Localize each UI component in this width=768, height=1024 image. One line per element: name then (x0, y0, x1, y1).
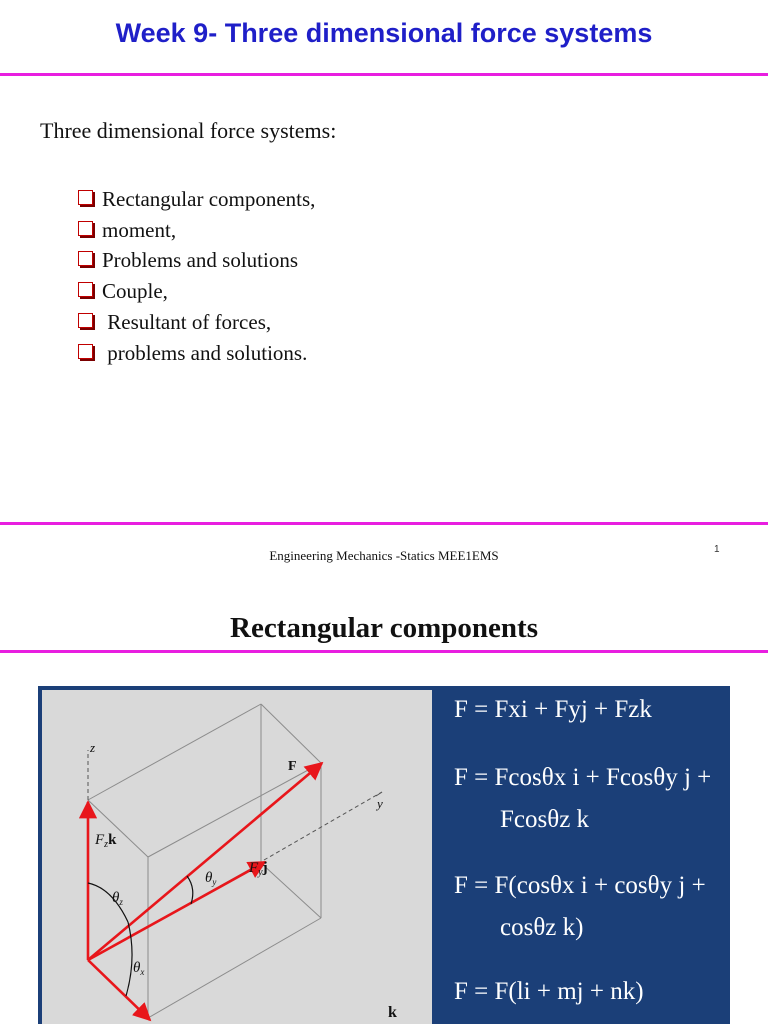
equation-4: F = F(li + mj + nk) (454, 978, 644, 1005)
diagram-panel (42, 690, 432, 1024)
theta-z-label: $\theta_z$ (112, 890, 123, 907)
checkbox-bullet-icon (78, 251, 93, 266)
equation-3: F = F(cosθx i + cosθy j + (454, 872, 706, 899)
equation-2-continued: Fcosθz k (500, 806, 590, 833)
bullet-text: moment, (102, 217, 177, 242)
equation-3-continued: cosθz k) (500, 914, 584, 941)
y-axis-line (264, 792, 382, 860)
vectors (88, 763, 322, 1020)
footer-divider (0, 522, 768, 525)
checkbox-bullet-icon (78, 282, 93, 297)
slide-2 (0, 580, 768, 1024)
k-unit-label: k (388, 1004, 397, 1021)
force-diagram (42, 690, 432, 1024)
bullet-list (78, 184, 315, 369)
theta-x-arc (126, 922, 132, 996)
theta-y-arc (187, 876, 193, 904)
list-item (78, 215, 315, 246)
force-diagram-figure (38, 686, 730, 1024)
page-number: 1 (714, 544, 720, 555)
checkbox-bullet-icon (78, 313, 93, 328)
fy-label: $F_yj$ (249, 860, 268, 878)
list-item (78, 338, 315, 369)
checkbox-bullet-icon (78, 190, 93, 205)
list-item (78, 307, 315, 338)
title-divider (0, 73, 768, 76)
f-vector (88, 763, 322, 960)
bullet-text: Problems and solutions (102, 248, 299, 273)
theta-y-label: $\theta_y$ (205, 870, 217, 887)
equations-panel (388, 686, 730, 1024)
equation-1: F = Fxi + Fyj + Fzk (454, 696, 652, 723)
z-axis-label: z (90, 740, 96, 755)
y-axis-label: y (377, 796, 383, 811)
footer-text: Engineering Mechanics -Statics MEE1EMS (269, 548, 499, 563)
theta-x-label: $\theta_x$ (133, 960, 145, 977)
slide-title: Rectangular components (230, 612, 538, 644)
bullet-text: Couple, (102, 279, 168, 304)
lead-text: Three dimensional force systems: (40, 118, 337, 143)
angle-arcs (88, 876, 193, 996)
list-item (78, 184, 315, 215)
fz-label: $F_zk$ (95, 832, 117, 850)
list-item (78, 276, 315, 307)
bullet-text: Rectangular components, (102, 186, 316, 211)
title-divider (0, 650, 768, 653)
bullet-text: Resultant of forces, (102, 310, 272, 335)
checkbox-bullet-icon (78, 344, 93, 359)
equation-2: F = Fcosθx i + Fcosθy j + (454, 764, 712, 791)
f-label: F (288, 759, 297, 774)
fy-vector (88, 862, 265, 960)
list-item (78, 246, 315, 277)
slide-title: Week 9- Three dimensional force systems (115, 18, 653, 48)
bullet-text: problems and solutions. (102, 340, 308, 365)
checkbox-bullet-icon (78, 221, 93, 236)
